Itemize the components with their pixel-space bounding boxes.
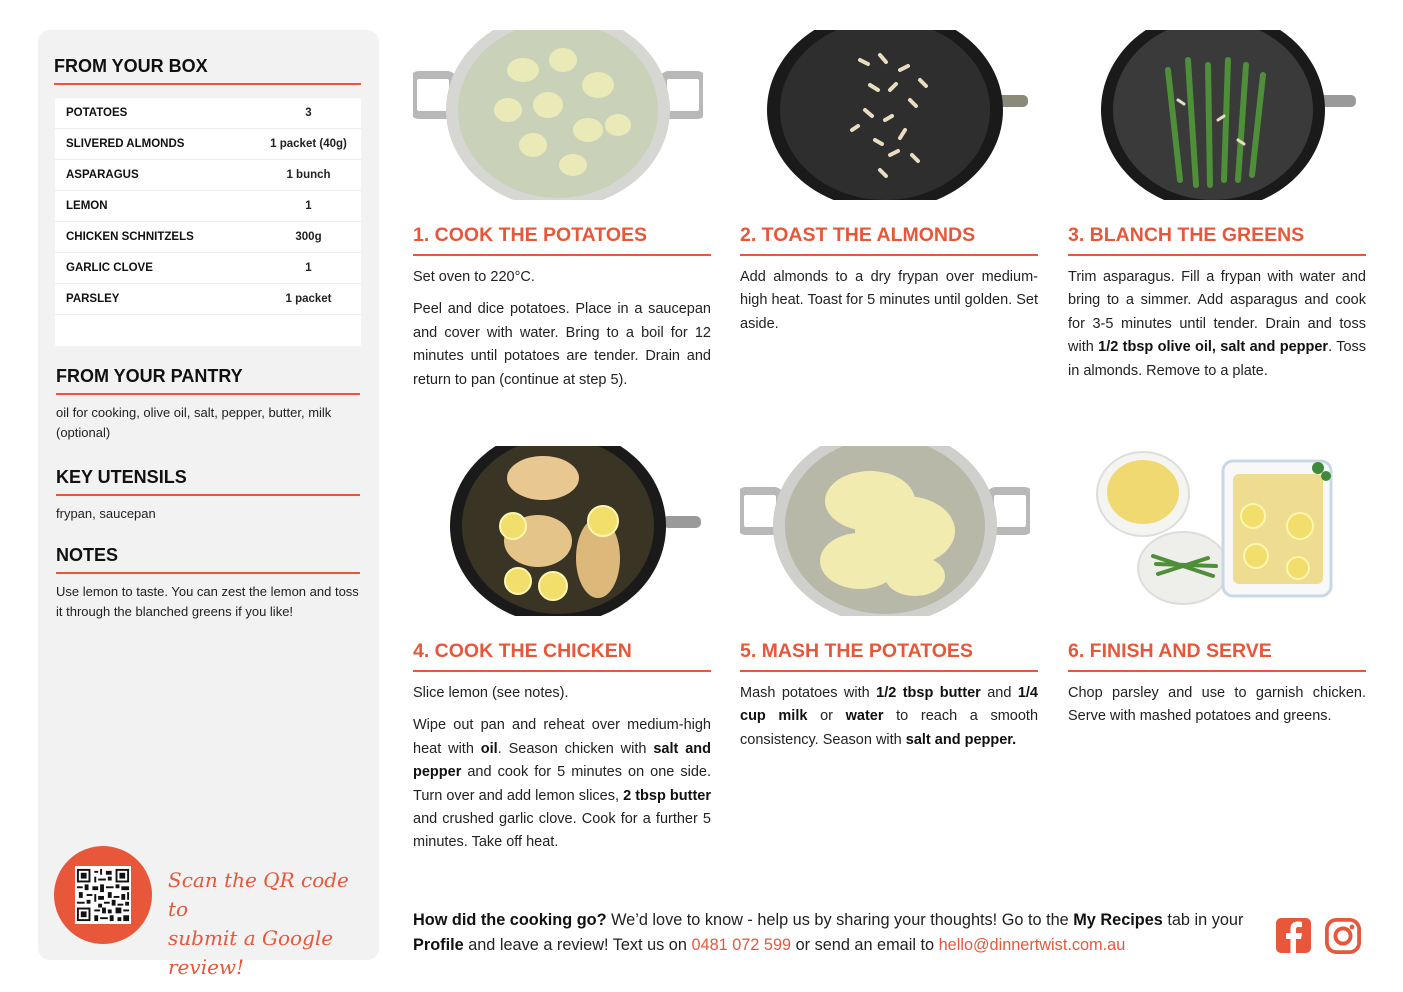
step5-text-a: Mash potatoes with	[740, 685, 877, 701]
ingredient-name: PARSLEY	[66, 293, 120, 305]
ingredients-table	[55, 98, 361, 346]
footer-text-3: and leave a review! Text us on	[463, 936, 692, 954]
table-row	[55, 98, 361, 129]
table-row	[55, 222, 361, 253]
qr-caption-line1: Scan the QR code to	[168, 868, 349, 921]
step3-text-c: . Toss in almonds. Remove to a plate.	[1068, 339, 1367, 379]
ingredient-qty: 3	[305, 107, 312, 119]
footer-bold-question: How did the cooking go?	[413, 911, 607, 929]
qr-code-icon[interactable]	[75, 866, 131, 924]
footer-text-1: We’d love to know - help us by sharing your thoughts! Go to the	[606, 911, 1074, 929]
footer-text-4: or send an email to	[791, 936, 939, 954]
ingredient-qty: 1 bunch	[286, 169, 331, 181]
step6-title: 6. FINISH AND SERVE	[1068, 640, 1366, 672]
step5-para1	[740, 682, 1038, 752]
ingredient-name: ASPARAGUS	[66, 169, 139, 181]
step5-bold-3: water	[845, 708, 884, 725]
qr-review-block	[54, 846, 374, 979]
step5-text-e: to reach a smooth consistency. Season with	[740, 708, 1039, 748]
utensils-section	[56, 467, 360, 524]
step5-body	[740, 682, 1038, 761]
step3-bold-1: 1/2 tbsp olive oil, salt and pepper	[1098, 339, 1329, 356]
ingredient-qty: 1 packet (40g)	[270, 138, 347, 150]
footer-bold-profile: Profile	[413, 936, 464, 954]
step1-photo	[413, 30, 703, 200]
step4-text-a: Wipe out pan and reheat over medium-high heat with	[413, 717, 711, 757]
step4-title: 4. COOK THE CHICKEN	[413, 640, 711, 672]
step4-text-d: and cook for 5 minutes on one side. Turn over and add lemon slices,	[413, 764, 711, 804]
qr-caption-line2: submit a Google review!	[168, 926, 334, 979]
step1-para1: Set oven to 220°C.	[413, 269, 535, 285]
facebook-icon[interactable]	[1276, 917, 1312, 955]
ingredient-qty: 1 packet	[285, 293, 332, 305]
notes-title: NOTES	[56, 545, 360, 574]
utensils-title: KEY UTENSILS	[56, 467, 360, 496]
step1-para2: Peel and dice potatoes. Place in a saucepan and cover with water. Bring to a boil for 12 minutes until potatoes are tender. Drain and return to pan (continue at step 5).	[413, 301, 711, 388]
step4-body	[413, 682, 711, 864]
step2-title: 2. TOAST THE ALMONDS	[740, 224, 1038, 256]
ingredient-qty: 300g	[295, 231, 322, 243]
instagram-icon[interactable]	[1325, 917, 1361, 955]
table-row	[55, 160, 361, 191]
step4-bold-3: 2 tbsp butter	[623, 787, 711, 804]
step3-para1	[1068, 266, 1366, 383]
step3-body	[1068, 266, 1366, 392]
sidebar	[38, 30, 379, 979]
step3-title: 3. BLANCH THE GREENS	[1068, 224, 1366, 256]
step5-bold-1: 1/2 tbsp butter	[876, 685, 981, 701]
footer-email-link[interactable]: hello@dinnertwist.com.au	[938, 936, 1126, 954]
step5-bold-4: salt and pepper.	[905, 731, 1017, 748]
step4-text-e: and crushed garlic clove. Cook for a further 5 minutes. Take off heat.	[413, 811, 711, 851]
pantry-section	[56, 366, 360, 443]
step6-photo	[1068, 446, 1358, 616]
step5-bold-2: 1/4 cup milk	[740, 685, 1039, 725]
table-row	[55, 191, 361, 222]
ingredient-name: CHICKEN SCHNITZELS	[66, 231, 194, 243]
step6-para1: Chop parsley and use to garnish chicken. Serve with mashed potatoes and greens.	[1068, 685, 1366, 725]
step3-text-a: Trim asparagus. Fill a frypan with water and bring to a simmer. Add asparagus and cook for 3-5 minutes until tender. Drain and toss with	[1068, 269, 1366, 356]
step1-title: 1. COOK THE POTATOES	[413, 224, 711, 256]
box-title: FROM YOUR BOX	[54, 56, 361, 85]
step3-photo	[1068, 30, 1358, 200]
pantry-title: FROM YOUR PANTRY	[56, 366, 360, 395]
ingredient-qty: 1	[305, 262, 312, 274]
step5-title: 5. MASH THE POTATOES	[740, 640, 1038, 672]
footer-phone-link[interactable]: 0481 072 599	[691, 936, 792, 954]
step4-para2	[413, 714, 711, 854]
step5-text-c: and	[980, 685, 1018, 701]
step2-body	[740, 266, 1038, 345]
step1-body	[413, 266, 711, 401]
step5-photo	[740, 446, 1030, 616]
step2-photo	[740, 30, 1030, 200]
ingredient-name: GARLIC CLOVE	[66, 262, 153, 274]
notes-text: Use lemon to taste. You can zest the lemon and toss it through the blanched greens if you like!	[56, 584, 359, 619]
step2-para1: Add almonds to a dry frypan over medium-high heat. Toast for 5 minutes until golden. Set aside.	[740, 269, 1038, 332]
table-row	[55, 284, 361, 315]
table-row-empty	[55, 315, 361, 346]
qr-caption	[168, 866, 374, 982]
step5-text-d: or	[807, 708, 846, 725]
ingredient-name: SLIVERED ALMONDS	[66, 138, 185, 150]
footer-bold-my-recipes: My Recipes	[1073, 911, 1163, 929]
step4-bold-2: salt and pepper	[413, 740, 711, 781]
table-row	[55, 253, 361, 284]
step4-bold-1: oil	[480, 740, 498, 757]
table-row	[55, 129, 361, 160]
pantry-text: oil for cooking, olive oil, salt, pepper, butter, milk (optional)	[56, 405, 332, 440]
step6-body	[1068, 682, 1366, 738]
qr-circle	[54, 846, 152, 944]
step4-text-c: . Season chicken with	[497, 740, 654, 757]
step4-photo	[413, 446, 703, 616]
utensils-text: frypan, saucepan	[56, 506, 156, 521]
footer-text-2: tab in your	[1162, 911, 1244, 929]
ingredient-qty: 1	[305, 200, 312, 212]
footer-review-text	[413, 908, 1263, 958]
ingredient-name: LEMON	[66, 200, 108, 212]
step4-para1: Slice lemon (see notes).	[413, 685, 569, 701]
notes-section	[56, 545, 360, 622]
ingredient-name: POTATOES	[66, 107, 128, 119]
